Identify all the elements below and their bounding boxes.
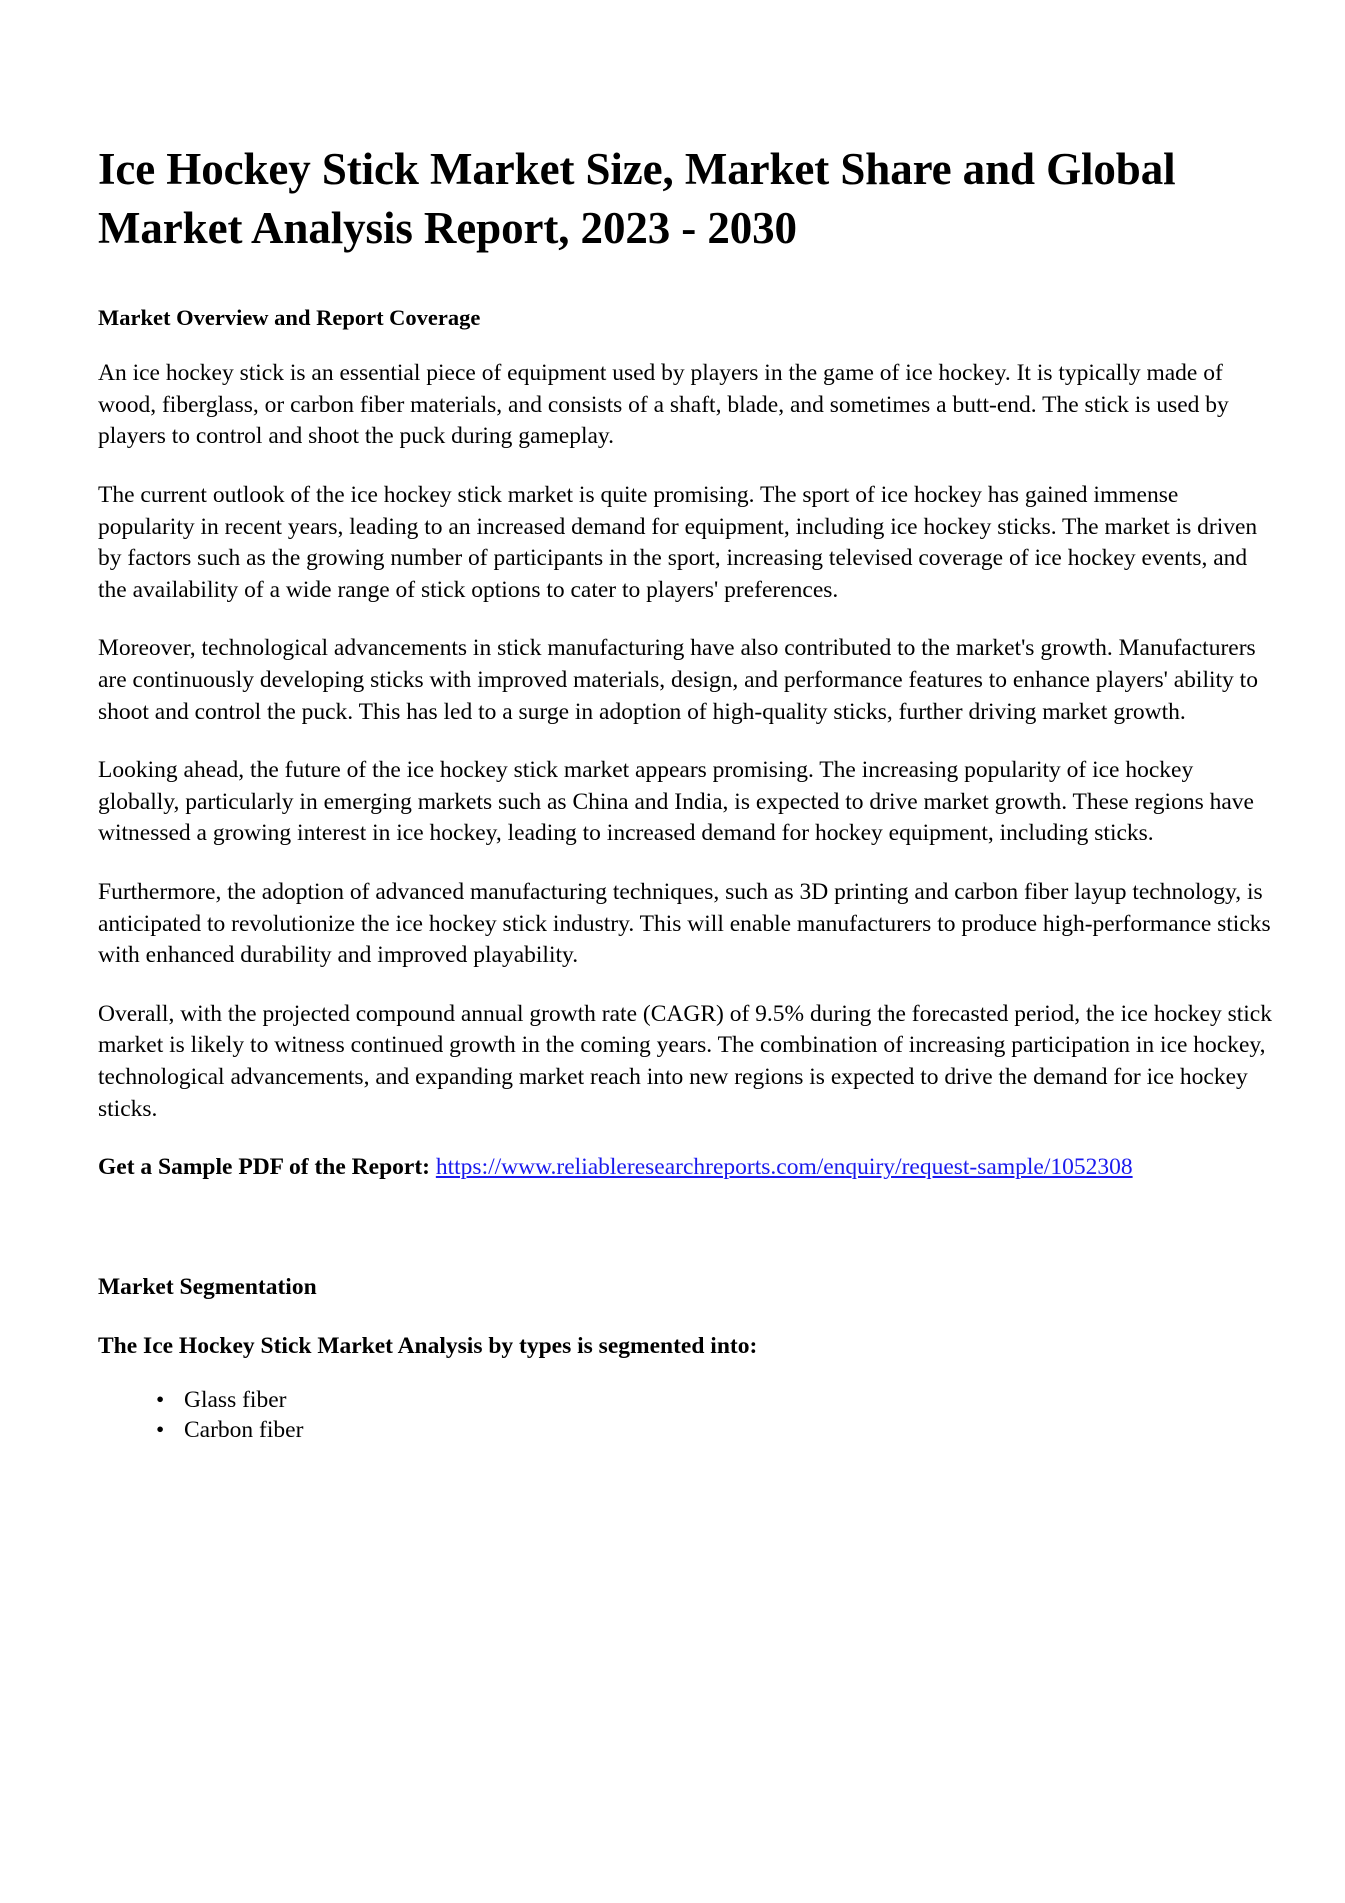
- paragraph-overall-cagr: Overall, with the projected compound annual growth rate (CAGR) of 9.5% during the forecasted period, the ice hockey stick market is likely to witness continued growth in the coming years. The combination of increasing participation in ice hockey, technological advancements, and expanding market reach into new regions is expected to drive the demand for ice hockey sticks.: [98, 1000, 1272, 1122]
- section-heading-market-segmentation: Market Segmentation: [98, 1273, 317, 1300]
- paragraph-future-outlook: Looking ahead, the future of the ice hockey stick market appears promising. The increasing popularity of ice hockey globally, particularly in emerging markets such as China and India, is expected to drive market growth. These regions have witnessed a growing interest in ice hockey, leading to increased demand for hockey equipment, including sticks.: [98, 757, 1254, 847]
- sample-pdf-link[interactable]: https://www.reliableresearchreports.com/enquiry/request-sample/1052308: [435, 1154, 1133, 1181]
- page-title: Ice Hockey Stick Market Size, Market Share and Global Market Analysis Report, 2023 - 2030: [98, 144, 1176, 253]
- subheading-types-segmentation: The Ice Hockey Stick Market Analysis by types is segmented into:: [98, 1333, 758, 1360]
- sample-pdf-label: Get a Sample PDF of the Report:: [98, 1154, 430, 1181]
- bullet-icon: •: [156, 1417, 165, 1444]
- list-item: [156, 1416, 1273, 1445]
- document-content: [98, 140, 1273, 1445]
- segment-type-list: [98, 1386, 1273, 1445]
- paragraph-stick-definition: An ice hockey stick is an essential piece of equipment used by players in the game of ice hockey. It is typically made of wood, fiberglass, or carbon fiber materials, and consists of a shaft, blade, and sometimes a butt-end. The stick is used by players to control and shoot the puck during gameplay.: [98, 360, 1229, 450]
- paragraph-current-outlook: The current outlook of the ice hockey stick market is quite promising. The sport of ice hockey has gained immense popularity in recent years, leading to an increased demand for equipment, including ice hockey sticks. The market is driven by factors such as the growing number of participants in the sport, increasing televised coverage of ice hockey events, and the availability of a wide range of stick options to cater to players' preferences.: [98, 482, 1258, 603]
- list-item-label: Carbon fiber: [184, 1417, 304, 1444]
- bullet-icon: •: [156, 1386, 165, 1413]
- list-item-label: Glass fiber: [184, 1386, 287, 1413]
- section-heading-market-overview: Market Overview and Report Coverage: [98, 305, 481, 330]
- list-item: [156, 1386, 1273, 1415]
- paragraph-manufacturing-techniques: Furthermore, the adoption of advanced manufacturing techniques, such as 3D printing and carbon fiber layup technology, is anticipated to revolutionize the ice hockey stick industry. This will enable manufacturers to produce high-performance sticks with enhanced durability and improved playability.: [98, 878, 1271, 969]
- section-spacer: [98, 1184, 1273, 1272]
- sample-pdf-line: [98, 1152, 1273, 1184]
- paragraph-technological-advancements: Moreover, technological advancements in stick manufacturing have also contributed to the market's growth. Manufacturers are continuously developing sticks with improved materials, design, and performance features to enhance players' ability to shoot and control the puck. This has led to a surge in adoption of high-quality sticks, further driving market growth.: [98, 635, 1258, 725]
